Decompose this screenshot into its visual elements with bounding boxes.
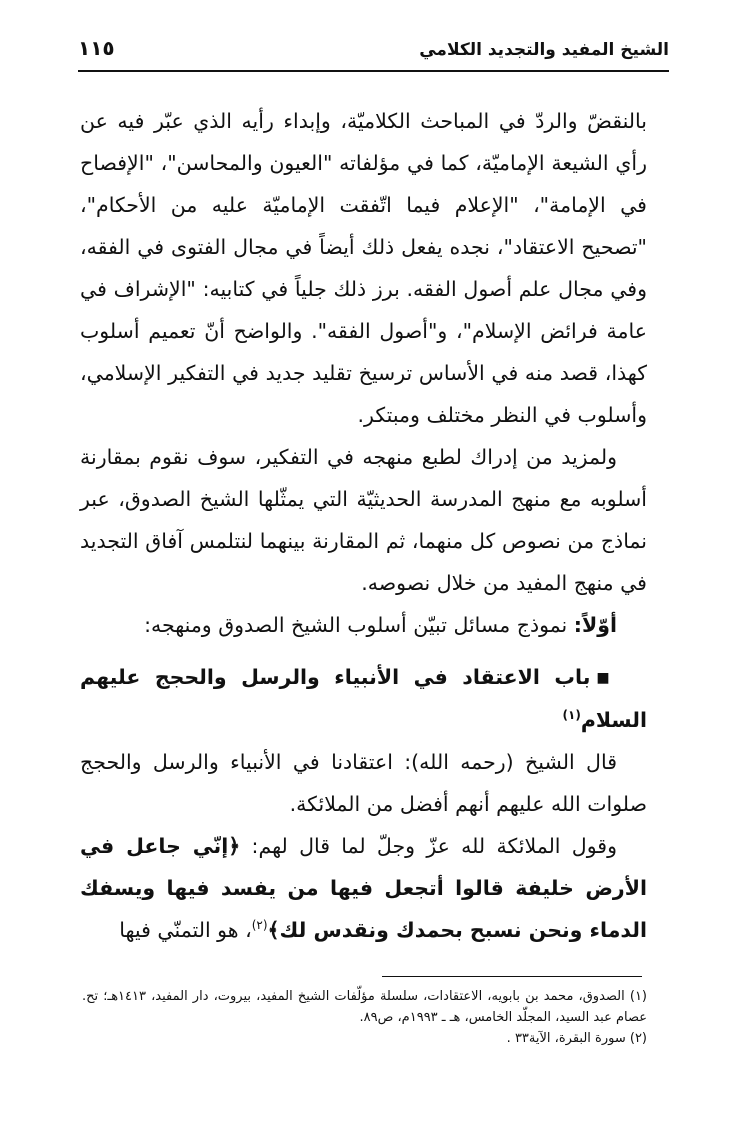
footnote-ref-1: (١)	[562, 708, 581, 723]
page-number: ١١٥	[78, 36, 115, 60]
chapter-heading-text: باب الاعتقاد في الأنبياء والرسل والحجج عليهم السلام	[80, 665, 647, 732]
paragraph-4-start: وقول الملائكة لله عزّ وجلّ لما قال لهم:	[251, 834, 617, 858]
first-label: أوّلاً:	[573, 613, 617, 637]
square-bullet-icon: ■	[596, 670, 617, 686]
chapter-heading	[80, 656, 647, 741]
paragraph-1: بالنقضّ والردّ في المباحث الكلاميّة، وإبداء رأيه الذي عبّر فيه عن رأي الشيعة الإماميّة، كما في مؤلفاته "العيون والمحاسن"، "الإفصاح في الإمامة"، "الإعلام فيما اتّفقت الإماميّة عليه من الأحكام"، "تصحيح الاعتقاد"، نجده يفعل ذلك أيضاً في مجال الفتوى في الفقه، وفي مجال علم أصول الفقه. برز ذلك جلياً في كتابيه: "الإشراف في عامة فرائض الإسلام"، و"أصول الفقه". والواضح أنّ تعميم أسلوب كهذا، قصد منه في الأساس ترسيخ تقليد جديد في التفكير الإسلامي، وأسلوب في النظر مختلف ومبتكر.	[80, 109, 647, 427]
paragraph-3: قال الشيخ (رحمه الله): اعتقادنا في الأنبياء والرسل والحجج صلوات الله عليهم أنهم أفضل من الملائكة.	[80, 750, 647, 816]
paragraph-2: ولمزيد من إدراك لطبع منهجه في التفكير، سوف نقوم بمقارنة أسلوبه مع منهج المدرسة الحديثيّة التي يمثّلها الشيخ الصدوق، عبر نماذج من نصوص كل منهما، ثم المقارنة بينهما لنتلمس آفاق التجديد في منهج المفيد من خلال نصوصه.	[80, 445, 647, 595]
paragraph-4-end: ، هو التمنّي فيها	[119, 918, 252, 942]
page-header	[78, 30, 669, 72]
footnote-2: (٢) سورة البقرة، الآية٣٣ .	[506, 1031, 647, 1046]
main-text	[80, 100, 647, 951]
first-text: نموذج مسائل تبيّن أسلوب الشيخ الصدوق ومنهجه:	[144, 613, 568, 637]
footnote-ref-2: (٢)	[251, 918, 268, 933]
running-title: الشيخ المفيد والتجديد الكلامي	[419, 40, 669, 60]
footnote-divider	[382, 976, 642, 977]
footnotes	[82, 986, 647, 1049]
quran-quote: ﴿إنّي جاعل في الأرض خليفة قالوا أتجعل فيها من يفسد فيها ويسفك الدماء ونحن نسبح بحمدك ونقدس لك﴾	[80, 834, 647, 942]
footnote-1: (١) الصدوق، محمد بن بابويه، الاعتقادات، سلسلة مؤلّفات الشيخ المفيد، بيروت، دار المفيد، ١٤١٣هـ؛ تح. عصام عبد السيد، المجلّد الخامس، هـ ـ ١٩٩٣م، ص٨٩.	[82, 989, 647, 1025]
section-label-line	[80, 604, 647, 646]
paragraph-4	[80, 825, 647, 951]
